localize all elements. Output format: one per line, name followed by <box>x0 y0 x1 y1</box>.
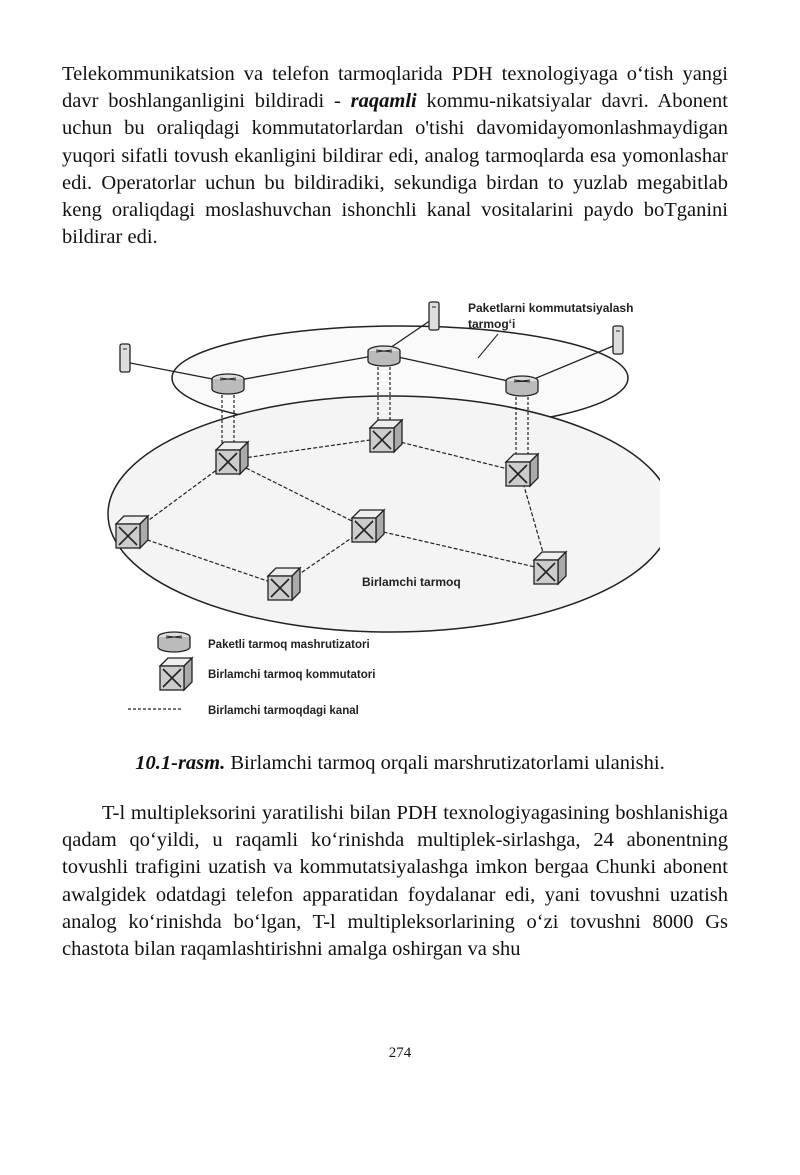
caption-number: 10.1-rasm. <box>135 752 226 774</box>
switch-icon <box>352 510 384 542</box>
router-icon <box>368 346 400 366</box>
server-icon <box>613 326 623 354</box>
primary-network-label: Birlamchi tarmoq <box>362 575 461 589</box>
legend-router-label: Paketli tarmoq mashrutizatori <box>208 639 370 651</box>
emphasis-raqamli: raqamli <box>350 90 417 113</box>
router-icon <box>212 374 244 394</box>
caption-text: Birlamchi tarmoq orqali marshrutizatorlami ulanishi. <box>225 752 665 774</box>
page-number: 274 <box>388 1045 412 1061</box>
legend-router-icon <box>158 632 190 652</box>
packet-network-label-line1: Paketlarni kommutatsiyalash <box>468 301 634 315</box>
legend-channel-label: Birlamchi tarmoqdagi kanal <box>208 705 359 717</box>
paragraph-1 <box>62 61 728 251</box>
switch-icon <box>534 552 566 584</box>
paragraph-1-end: kommu-nikatsiyalar davri. Abonent uchun bu oraliqdagi kommutatorlardan o'tishi davomidayomonlashmaydigan yuqori sifatli tovush ekanligini bildirar edi, analog tarmoqlarda esa yomonlashar edi. Operatorlar uchun bu bildiradiki, sekundiga birdan to yuzlab megabitlab keng oraliqdagi moslashuvchan ishonchli kanal vositalarini paydo boTganini bildirar edi. <box>62 90 728 249</box>
server-icon <box>120 344 130 372</box>
paragraph-2: T-l multipleksorini yaratilishi bilan PDH texnologiyagasining boshlanishiga qadam qo‘yildi, u raqamli ko‘rinishda multiplek-sirlashga, 24 abonentning tovushli trafigini uzatish va kommutatsiyalashga imkon bergaa Chunki abonent awalgidek odatdagi telefon apparatidan foydalanar edi, yani tovushni uzatish analog ko‘rinishda bo‘lgan, T-l multipleksorlarining o‘zi tovushni 8000 Gs chastota bilan raqamlashtirishni amalga oshirgan va shu <box>62 802 728 961</box>
packet-network-label-line2: tarmog‘i <box>468 317 516 331</box>
switch-icon <box>216 442 248 474</box>
figure-caption <box>0 750 800 777</box>
switch-icon <box>506 454 538 486</box>
legend-switch-label: Birlamchi tarmoq kommutatori <box>208 669 376 681</box>
switch-icon <box>116 516 148 548</box>
legend <box>128 632 375 717</box>
paragraph-1-start: Telekommunikatsion va telefon tarmoqlarida PDH texnologiyaga o‘tish yangi davr boshlanganligini bildiradi - <box>62 63 728 113</box>
server-icon <box>429 302 439 330</box>
router-icon <box>506 376 538 396</box>
legend-switch-icon <box>160 658 192 690</box>
network-figure <box>100 296 660 726</box>
switch-icon <box>370 420 402 452</box>
switch-icon <box>268 568 300 600</box>
